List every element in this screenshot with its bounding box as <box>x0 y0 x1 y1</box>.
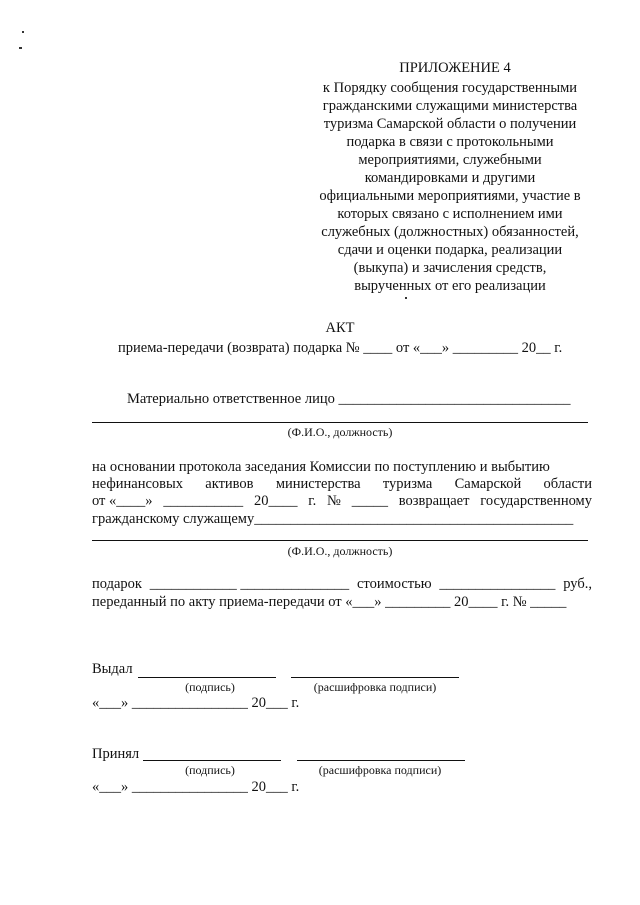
appendix-line: официальными мероприятиями, участие в <box>319 188 581 204</box>
basis-word: возвращает <box>398 493 470 509</box>
responsible-caption: (Ф.И.О., должность) <box>287 425 393 439</box>
basis-line-3 <box>92 494 592 509</box>
gift-line-2: переданный по акту приема-передачи от «___» _________ 20____ г. № _____ <box>92 594 567 610</box>
gift-word: руб., <box>563 576 592 592</box>
responsible-label: Материально ответственное лицо ________________________________ <box>127 391 571 407</box>
basis-line-2 <box>92 477 592 492</box>
received-signature-caption: (подпись) <box>185 763 235 777</box>
basis-word: области <box>543 476 592 492</box>
basis-word: активов <box>205 476 254 492</box>
appendix-line: (выкупа) и зачисления средств, <box>353 260 547 276</box>
act-subtitle: приема-передачи (возврата) подарка № ____ от «___» _________ 20__ г. <box>118 340 563 356</box>
basis-word: Самарской <box>454 476 522 492</box>
gift-word: стоимостью <box>356 576 432 592</box>
appendix-line: гражданскими служащими министерства <box>322 98 578 114</box>
received-date-line: «___» ________________ 20___ г. <box>92 779 300 795</box>
received-label: Принял <box>92 746 140 762</box>
appendix-line: командировками и другими <box>364 170 536 186</box>
basis-word: туризма <box>382 476 433 492</box>
appendix-line: которых связано с исполнением ими <box>337 206 563 222</box>
received-decoding-line <box>297 760 465 761</box>
scan-speck <box>405 297 407 299</box>
issued-signature-caption: (подпись) <box>185 680 235 694</box>
scan-speck <box>22 31 24 33</box>
appendix-line: вырученных от его реализации <box>354 278 546 294</box>
basis-word: г. <box>308 493 317 509</box>
received-signature-line <box>143 760 281 761</box>
appendix-line: подарка в связи с протокольными <box>346 134 554 150</box>
basis-line-4: гражданскому служащему____________________________________________ <box>92 511 574 527</box>
gift-word: ____________ _______________ <box>149 576 350 592</box>
basis-word: нефинансовых <box>92 476 184 492</box>
basis-word: 20____ <box>253 493 298 509</box>
gift-word: ________________ <box>439 576 556 592</box>
gift-line-1 <box>92 577 592 592</box>
issued-decoding-line <box>291 677 459 678</box>
basis-line-1: на основании протокола заседания Комиссии по поступлению и выбытию <box>92 459 550 475</box>
issued-signature-line <box>138 677 276 678</box>
received-decoding-caption: (расшифровка подписи) <box>318 763 442 777</box>
basis-word: _____ <box>351 493 388 509</box>
basis-word: ___________ <box>163 493 244 509</box>
basis-word: № <box>327 493 341 509</box>
basis-name-line <box>92 540 588 541</box>
gift-word: подарок <box>92 576 142 592</box>
basis-word: от «____» <box>92 493 153 509</box>
basis-word: государственному <box>480 493 592 509</box>
issued-label: Выдал <box>92 661 133 677</box>
appendix-title: ПРИЛОЖЕНИЕ 4 <box>399 60 511 76</box>
responsible-line <box>92 422 588 423</box>
appendix-line: служебных (должностных) обязанностей, <box>321 224 579 240</box>
appendix-line: туризма Самарской области о получении <box>323 116 577 132</box>
basis-caption: (Ф.И.О., должность) <box>287 544 393 558</box>
appendix-line: сдачи и оценки подарка, реализации <box>337 242 563 258</box>
basis-word: министерства <box>275 476 361 492</box>
act-title: АКТ <box>325 320 355 336</box>
appendix-line: мероприятиями, служебными <box>358 152 542 168</box>
appendix-line: к Порядку сообщения государственными <box>322 80 578 96</box>
issued-date-line: «___» ________________ 20___ г. <box>92 695 300 711</box>
issued-decoding-caption: (расшифровка подписи) <box>313 680 437 694</box>
scan-speck <box>19 47 22 49</box>
